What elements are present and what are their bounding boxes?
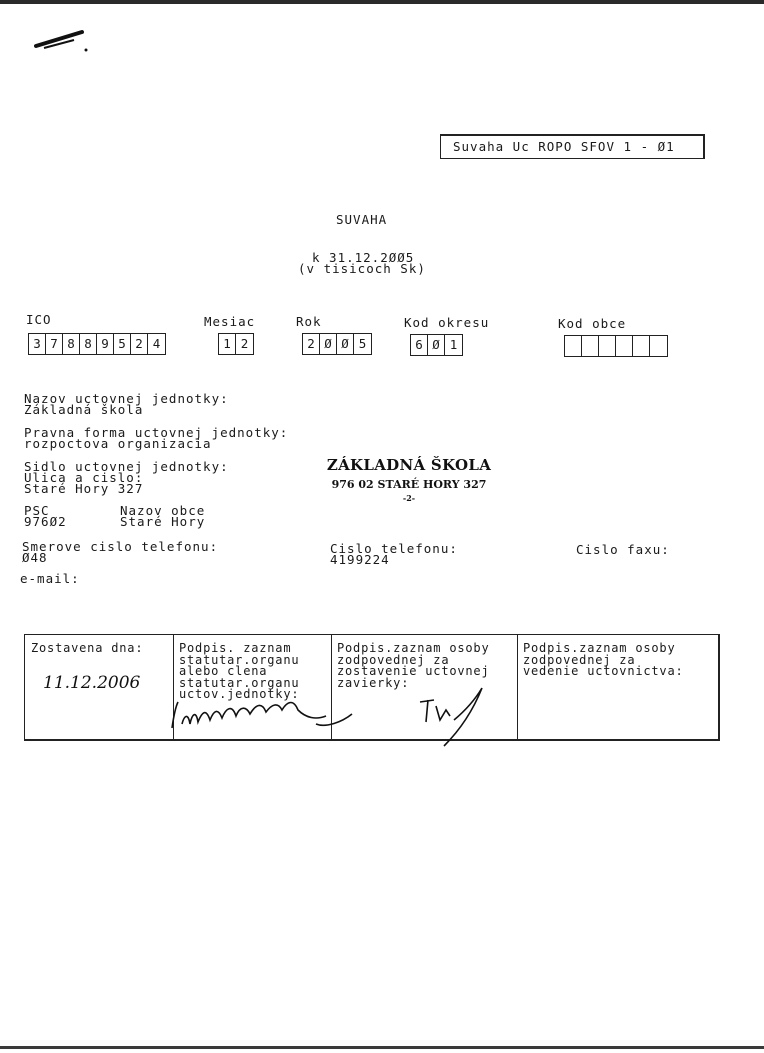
kod-obce-digit	[616, 336, 633, 356]
ico-digit: 4	[152, 336, 161, 351]
rok-digit: Ø	[320, 334, 337, 354]
sig-col4-label: Podpis.zaznam osoby zodpovednej za vedenie uctovnictva:	[523, 641, 684, 678]
document-title: SUVAHA	[336, 212, 388, 227]
ico-digit: 2	[131, 334, 148, 354]
kod-obce-digit	[599, 336, 616, 356]
area-code-label: Smerove cislo telefonu:	[22, 539, 219, 554]
legal-form-value: rozpoctova organizacia	[24, 436, 212, 451]
scan-top-edge	[0, 0, 764, 4]
signature-compiler	[410, 680, 500, 750]
form-code-box	[440, 134, 705, 159]
rok-digit: 2	[303, 334, 320, 354]
kod-obce-label: Kod obce	[558, 316, 627, 331]
mesiac-digit: 2	[240, 336, 249, 351]
sig-col2-label: Podpis. zaznam statutar.organu alebo clena statutar.organu uctov.jednotky:	[179, 641, 300, 701]
ico-digit: 3	[29, 334, 46, 354]
entity-name-value: Základná škola	[24, 402, 144, 417]
pen-mark-icon	[34, 28, 94, 58]
rok-label: Rok	[296, 314, 322, 329]
ico-digit: 5	[114, 334, 131, 354]
form-code: Suvaha Uc ROPO SFOV 1 - Ø1	[453, 139, 675, 154]
kod-obce-digit	[565, 336, 582, 356]
school-stamp	[324, 456, 494, 503]
town-value: Staré Hory	[120, 514, 206, 529]
area-code-value: Ø48	[22, 550, 48, 565]
date-line: k 31.12.2ØØ5	[312, 250, 415, 265]
rok-digit: Ø	[337, 334, 354, 354]
mesiac-digit: 1	[219, 334, 236, 354]
stamp-line1: ZÁKLADNÁ ŠKOLA	[326, 456, 492, 474]
rok-boxes	[302, 333, 372, 355]
units-line: (v tisicoch Sk)	[298, 261, 426, 276]
signature-statutory	[166, 694, 366, 738]
sig-col3-label: Podpis.zaznam osoby zodpovednej za zostavenie uctovnej zavierky:	[337, 641, 490, 690]
kod-okresu-digit: 1	[449, 337, 458, 352]
rok-digit: 5	[358, 336, 367, 351]
ico-label: ICO	[26, 312, 52, 327]
kod-obce-boxes	[564, 335, 668, 357]
kod-okresu-digit: Ø	[428, 335, 445, 355]
scan-bottom-edge	[0, 1046, 764, 1049]
phone-label: Cislo telefonu:	[330, 541, 458, 556]
ico-digit: 7	[46, 334, 63, 354]
psc-label: PSC	[24, 503, 50, 518]
mesiac-label: Mesiac	[204, 314, 256, 329]
ico-boxes	[28, 333, 166, 355]
entity-name-label: Nazov uctovnej jednotky:	[24, 391, 229, 406]
phone-value: 4199224	[330, 552, 390, 567]
sig-col-date	[25, 635, 174, 739]
street-value: Staré Hory 327	[24, 481, 144, 496]
sig-col1-label: Zostavena dna:	[31, 641, 144, 655]
kod-okresu-label: Kod okresu	[404, 315, 490, 330]
town-label: Nazov obce	[120, 503, 206, 518]
seat-label: Sidlo uctovnej jednotky:	[24, 459, 229, 474]
stamp-line2: 976 02 STARÉ HORY 327	[331, 478, 487, 491]
signature-table	[24, 634, 720, 741]
kod-okresu-digit: 6	[411, 335, 428, 355]
ico-digit: 8	[63, 334, 80, 354]
sig-col-accounting	[517, 635, 715, 739]
legal-form-label: Pravna forma uctovnej jednotky:	[24, 425, 289, 440]
street-label: Ulica a cislo:	[24, 470, 144, 485]
handwritten-date: 11.12.2006	[43, 673, 141, 693]
stamp-line3: -2-	[402, 493, 416, 503]
ico-digit: 8	[80, 334, 97, 354]
ico-digit: 9	[97, 334, 114, 354]
kod-obce-digit	[582, 336, 599, 356]
psc-value: 976Ø2	[24, 514, 67, 529]
kod-obce-digit	[650, 336, 667, 356]
mesiac-boxes	[218, 333, 254, 355]
kod-okresu-boxes	[410, 334, 463, 356]
fax-label: Cislo faxu:	[576, 542, 670, 557]
kod-obce-digit	[633, 336, 650, 356]
email-label: e-mail:	[20, 571, 80, 586]
